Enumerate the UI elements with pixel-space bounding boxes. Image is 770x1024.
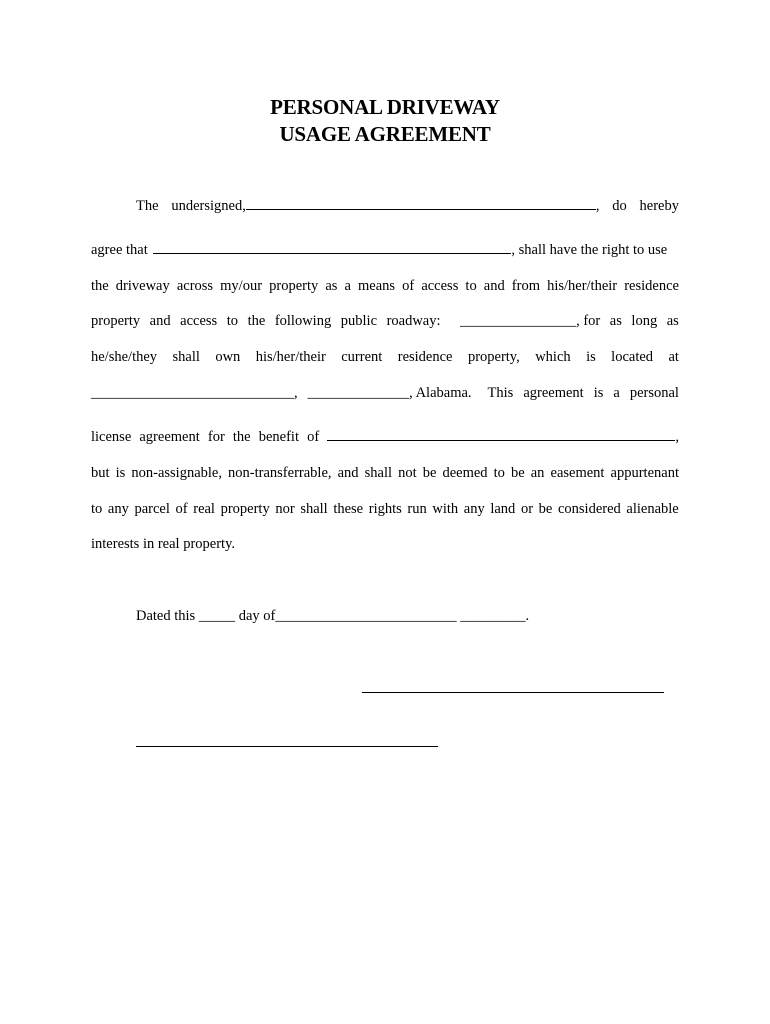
residence-city-blank[interactable]: ____________________________, bbox=[91, 385, 298, 401]
residence-county-blank[interactable]: ______________, Alabama. bbox=[307, 385, 472, 401]
paragraph-line-6: ____________________________, ______________, Alabama. This agreement is a personal bbox=[91, 385, 679, 401]
paragraph-line-3: the driveway across my/our property as a means of access to and from his/her/their residence bbox=[91, 278, 679, 294]
document-title-line-2: USAGE AGREEMENT bbox=[279, 122, 491, 146]
undersigned-name-blank[interactable] bbox=[246, 195, 596, 210]
paragraph-line-1: The undersigned, , do hereby bbox=[136, 195, 679, 216]
grantee-name-blank[interactable] bbox=[153, 239, 511, 254]
paragraph-line-9: to any parcel of real property nor shall these rights run with any land or be considered alienable bbox=[91, 501, 679, 517]
paragraph-line-2: agree that , shall have the right to use bbox=[91, 239, 679, 260]
beneficiary-name-blank[interactable] bbox=[327, 426, 675, 441]
signature-line-right[interactable] bbox=[362, 692, 664, 693]
paragraph-line-7: license agreement for the benefit of , bbox=[91, 426, 679, 447]
paragraph-line-5: he/she/they shall own his/her/their current residence property, which is located at bbox=[91, 349, 679, 365]
paragraph-line-10: interests in real property. bbox=[91, 536, 236, 552]
paragraph-line-8: but is non-assignable, non-transferrable, and shall not be deemed to be an easement appurtenant bbox=[91, 465, 679, 481]
signature-line-left[interactable] bbox=[136, 746, 438, 747]
paragraph-line-4: property and access to the following public roadway: ________________, for as long as bbox=[91, 313, 679, 329]
document-title-line-1: PERSONAL DRIVEWAY bbox=[270, 95, 500, 119]
public-roadway-blank[interactable]: ________________ bbox=[460, 313, 577, 329]
dated-line[interactable]: Dated this _____ day of_________________________ _________. bbox=[136, 608, 530, 624]
